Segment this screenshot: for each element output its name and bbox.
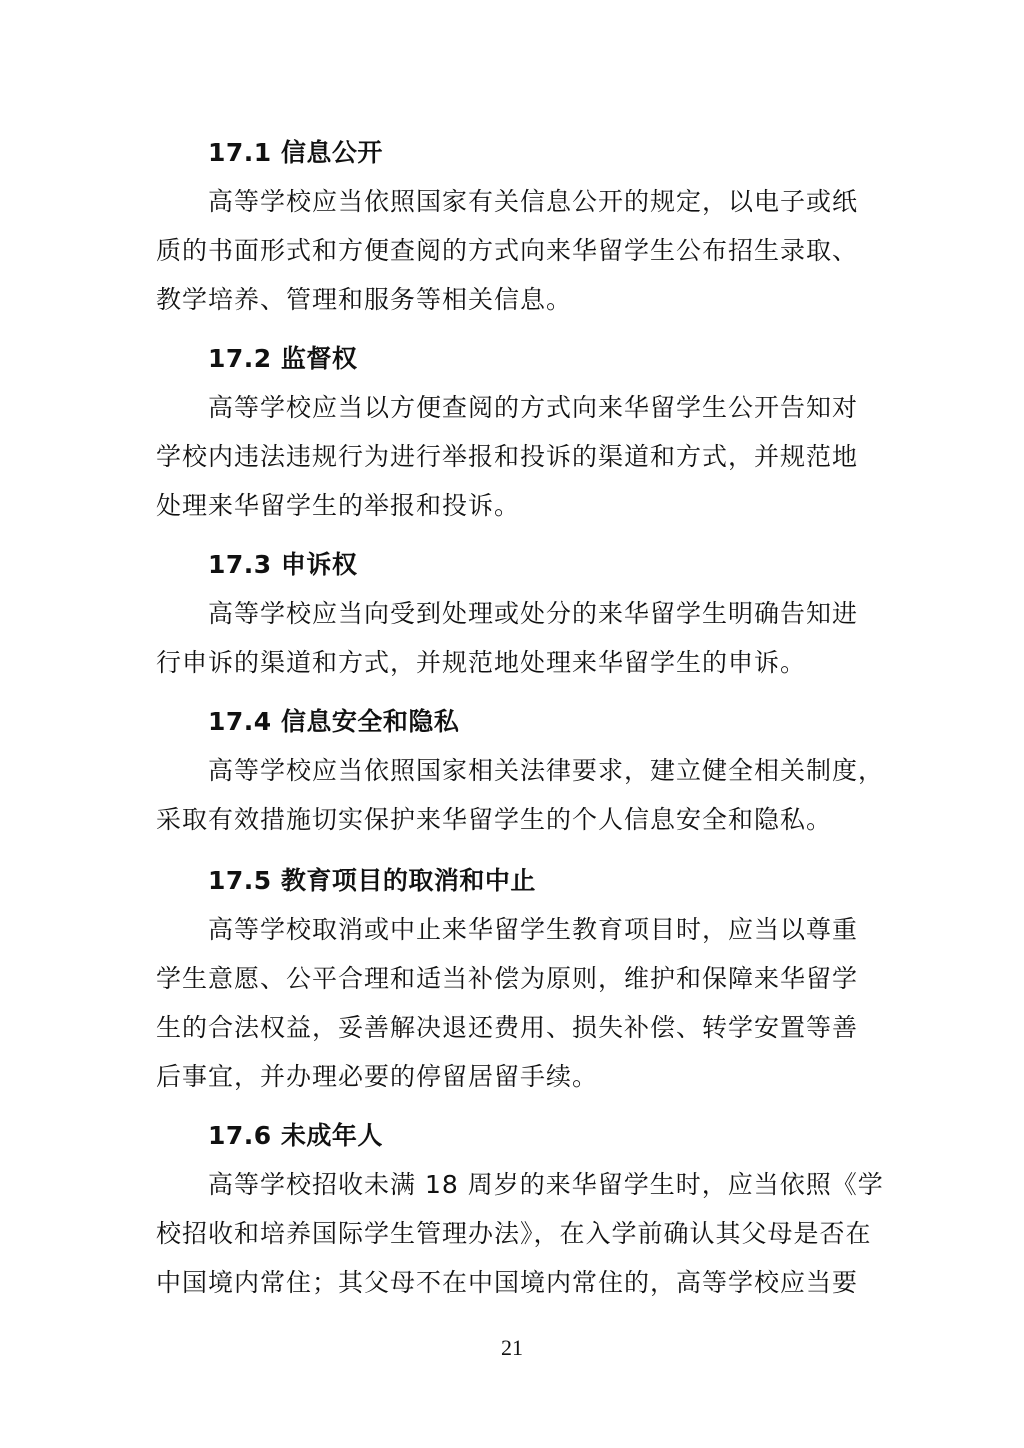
paragraph-line: 后事宜，并办理必要的停留居留手续。 bbox=[156, 1062, 599, 1091]
paragraph-line: 学校内违法违规行为进行举报和投诉的渠道和方式，并规范地 bbox=[156, 442, 859, 471]
section-heading-17-6: 17.6 未成年人 bbox=[208, 1121, 383, 1150]
paragraph-line: 生的合法权益，妥善解决退还费用、损失补偿、转学安置等善 bbox=[156, 1013, 859, 1042]
section-heading-17-2: 17.2 监督权 bbox=[208, 344, 358, 373]
paragraph-line: 高等学校招收未满 18 周岁的来华留学生时，应当依照《学 bbox=[208, 1170, 884, 1199]
paragraph-line: 采取有效措施切实保护来华留学生的个人信息安全和隐私。 bbox=[156, 805, 833, 834]
paragraph-line: 质的书面形式和方便查阅的方式向来华留学生公布招生录取、 bbox=[156, 236, 859, 265]
paragraph-line: 行申诉的渠道和方式，并规范地处理来华留学生的申诉。 bbox=[156, 648, 807, 677]
section-heading-17-3: 17.3 申诉权 bbox=[208, 550, 358, 579]
paragraph-line: 高等学校取消或中止来华留学生教育项目时，应当以尊重 bbox=[208, 915, 859, 944]
paragraph-line: 高等学校应当依照国家相关法律要求，建立健全相关制度， bbox=[208, 756, 885, 785]
paragraph-line: 高等学校应当依照国家有关信息公开的规定，以电子或纸 bbox=[208, 187, 859, 216]
paragraph-line: 处理来华留学生的举报和投诉。 bbox=[156, 491, 521, 520]
paragraph-line: 教学培养、管理和服务等相关信息。 bbox=[156, 285, 573, 314]
paragraph-line: 学生意愿、公平合理和适当补偿为原则，维护和保障来华留学 bbox=[156, 964, 859, 993]
paragraph-line: 高等学校应当以方便查阅的方式向来华留学生公开告知对 bbox=[208, 393, 859, 422]
paragraph-line: 高等学校应当向受到处理或处分的来华留学生明确告知进 bbox=[208, 599, 859, 628]
paragraph-line: 校招收和培养国际学生管理办法》，在入学前确认其父母是否在 bbox=[156, 1219, 872, 1248]
section-heading-17-4: 17.4 信息安全和隐私 bbox=[208, 707, 460, 736]
page-number: 21 bbox=[501, 1335, 523, 1360]
section-heading-17-1: 17.1 信息公开 bbox=[208, 138, 383, 167]
section-heading-17-5: 17.5 教育项目的取消和中止 bbox=[208, 866, 536, 895]
paragraph-line: 中国境内常住；其父母不在中国境内常住的，高等学校应当要 bbox=[156, 1268, 859, 1297]
